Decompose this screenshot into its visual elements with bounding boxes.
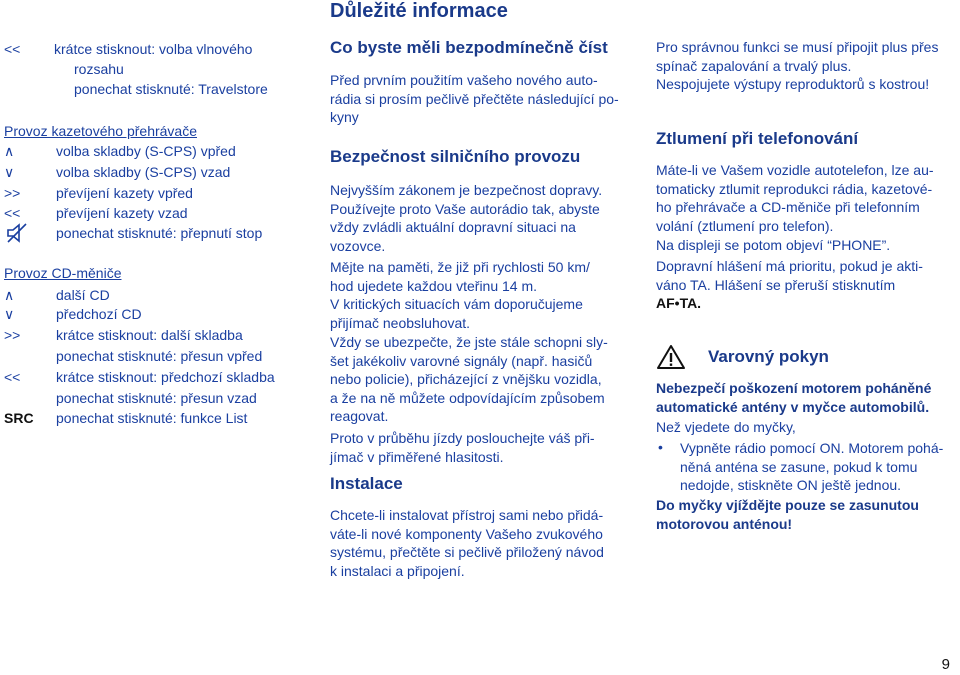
cassette-heading: Provoz kazetového přehrávače xyxy=(4,123,197,139)
paragraph-phone-display: Na displeji se potom objeví “PHONE”. xyxy=(656,237,891,253)
text-line: šet jakékoliv varovné signály (např. hasičů xyxy=(330,352,593,369)
cassette-item: převíjení kazety vzad xyxy=(56,205,188,221)
text-line: váno TA. Hlášení se přeruší stisknutím xyxy=(656,276,896,293)
heading-road-safety: Bezpečnost silničního provozu xyxy=(330,147,581,166)
cd-item: další CD xyxy=(56,287,110,303)
paragraph-connection xyxy=(656,38,956,94)
text-line: systému, přečtěte si pečlivě přiložený návod xyxy=(330,544,604,560)
text-line: Chcete-li instalovat přístroj sami nebo přidá- xyxy=(330,507,604,523)
heading-phone-mute: Ztlumení při telefonování xyxy=(656,129,859,148)
cd-item: ponechat stisknuté: přesun vzad xyxy=(56,390,257,406)
text-line: volání (ztlumení pro telefon). xyxy=(656,217,834,234)
text-line: tomaticky ztlumit reprodukci rádia, kazetové- xyxy=(656,180,933,197)
text-line: rádia si prosím pečlivě přečtěte následující po- xyxy=(330,90,619,107)
text-line: reagovat. xyxy=(330,408,389,424)
text-line: vozovce. xyxy=(330,237,386,254)
key-down: ∨ xyxy=(4,306,15,322)
cassette-item: volba skladby (S-CPS) vpřed xyxy=(56,143,236,159)
bullet-icon: • xyxy=(658,439,663,455)
heading-must-read: Co byste měli bezpodmínečně číst xyxy=(330,38,608,57)
paragraph-safety-3 xyxy=(330,295,632,332)
warning-triangle-icon xyxy=(656,344,686,370)
text-line: k instalaci a připojení. xyxy=(330,562,465,579)
paragraph-must-read xyxy=(330,71,632,127)
text-line: něná anténa se zasune, pokud k tomu xyxy=(680,458,918,475)
cassette-item: převíjení kazety vpřed xyxy=(56,185,193,201)
text-line: Dopravní hlášení má prioritu, pokud je akti- xyxy=(656,258,923,274)
text-line: váte-li nové komponenty Vašeho zvukového xyxy=(330,525,603,542)
paragraph-warning xyxy=(656,379,956,416)
text-line: motorovou anténou! xyxy=(656,515,793,532)
text-line: Pro správnou funkci se musí připojit plus přes xyxy=(656,39,939,55)
key-up: ∧ xyxy=(4,287,15,303)
paragraph-safety-5 xyxy=(330,429,632,466)
key-rewind: << xyxy=(4,41,21,57)
text-line: hod ujedete každou vteřinu 14 m. xyxy=(330,277,538,294)
paragraph-safety-4 xyxy=(330,333,632,426)
text-line: automatické antény v myčce automobilů. xyxy=(656,398,930,415)
text-line: spínač zapalování a trvalý plus. xyxy=(656,57,852,74)
text-line: Vypněte rádio pomocí ON. Motorem pohá- xyxy=(680,440,944,456)
cd-item: ponechat stisknuté: přesun vpřed xyxy=(56,348,263,364)
text-line: a že na ně můžete odpovídajícím způsobem xyxy=(330,389,605,406)
text-line: Používejte proto Vaše autorádio tak, abyste xyxy=(330,200,600,217)
paragraph-phone-mute xyxy=(656,161,956,235)
intro-line: rozsahu xyxy=(74,61,124,77)
af-ta-label: AF•TA. xyxy=(656,295,702,311)
cd-item: předchozí CD xyxy=(56,306,142,322)
paragraph-safety-1 xyxy=(330,181,632,255)
cassette-item: ponechat stisknuté: přepnutí stop xyxy=(56,225,263,241)
page-number: 9 xyxy=(941,656,950,673)
warning-heading-row xyxy=(656,344,956,374)
text-line: ho přehrávače a CD-měniče při telefonním xyxy=(656,199,920,215)
text-line: Před prvním použitím vašeho nového auto- xyxy=(330,72,598,88)
intro-line: ponechat stisknuté: Travelstore xyxy=(74,81,268,97)
key-src: SRC xyxy=(4,410,34,426)
paragraph-installation xyxy=(330,506,632,580)
text-line: přijímač neobsluhovat. xyxy=(330,314,471,331)
text-line: Nejvyšším zákonem je bezpečnost dopravy. xyxy=(330,182,603,198)
cd-item: ponechat stisknuté: funkce List xyxy=(56,410,248,426)
text-line: vždy zvládli aktuální dopravní situaci na xyxy=(330,219,576,235)
text-line: kyny xyxy=(330,109,359,125)
text-line: Proto v průběhu jízdy poslouchejte váš při- xyxy=(330,430,595,446)
key-up: ∧ xyxy=(4,143,15,159)
text-line: nebo policie), přicházející z vnějšku vozidla, xyxy=(330,371,602,387)
heading-warning: Varovný pokyn xyxy=(708,347,829,366)
key-down: ∨ xyxy=(4,164,15,180)
paragraph-final-warning xyxy=(656,496,956,533)
paragraph-car-wash: Než vjedete do myčky, xyxy=(656,419,796,435)
text-line: Máte-li ve Vašem vozidle autotelefon, lze au- xyxy=(656,162,934,178)
mute-icon xyxy=(6,222,28,244)
text-line: Do myčky vjíždějte pouze se zasunutou xyxy=(656,497,919,513)
cd-item: krátce stisknout: předchozí skladba xyxy=(56,369,275,385)
heading-installation: Instalace xyxy=(330,474,403,493)
page-title: Důležité informace xyxy=(330,0,508,22)
cassette-item: volba skladby (S-CPS) vzad xyxy=(56,164,231,180)
text-line: V kritických situacích vám doporučujeme xyxy=(330,296,583,312)
key-forward: >> xyxy=(4,185,21,201)
key-rewind: << xyxy=(4,369,21,385)
key-forward: >> xyxy=(4,327,21,343)
text-line: Nebezpečí poškození motorem poháněné xyxy=(656,380,932,396)
text-line: nedojde, stiskněte ON ještě jednou. xyxy=(680,477,902,493)
text-line: Nespojujete výstupy reproduktorů s kostrou! xyxy=(656,76,930,92)
cd-item: krátce stisknout: další skladba xyxy=(56,327,243,343)
bullet-item xyxy=(680,439,956,495)
text-line: jímač v přiměřené hlasitosti. xyxy=(330,448,504,465)
paragraph-traffic-announcement xyxy=(656,257,956,313)
key-rewind: << xyxy=(4,205,21,221)
paragraph-safety-2 xyxy=(330,258,632,295)
cd-heading: Provoz CD-měniče xyxy=(4,265,122,281)
text-line: Mějte na paměti, že již při rychlosti 50 km/ xyxy=(330,259,590,275)
intro-line: krátce stisknout: volba vlnového xyxy=(54,41,253,57)
text-line: Vždy se ubezpečte, že jste stále schopni sly- xyxy=(330,334,608,350)
